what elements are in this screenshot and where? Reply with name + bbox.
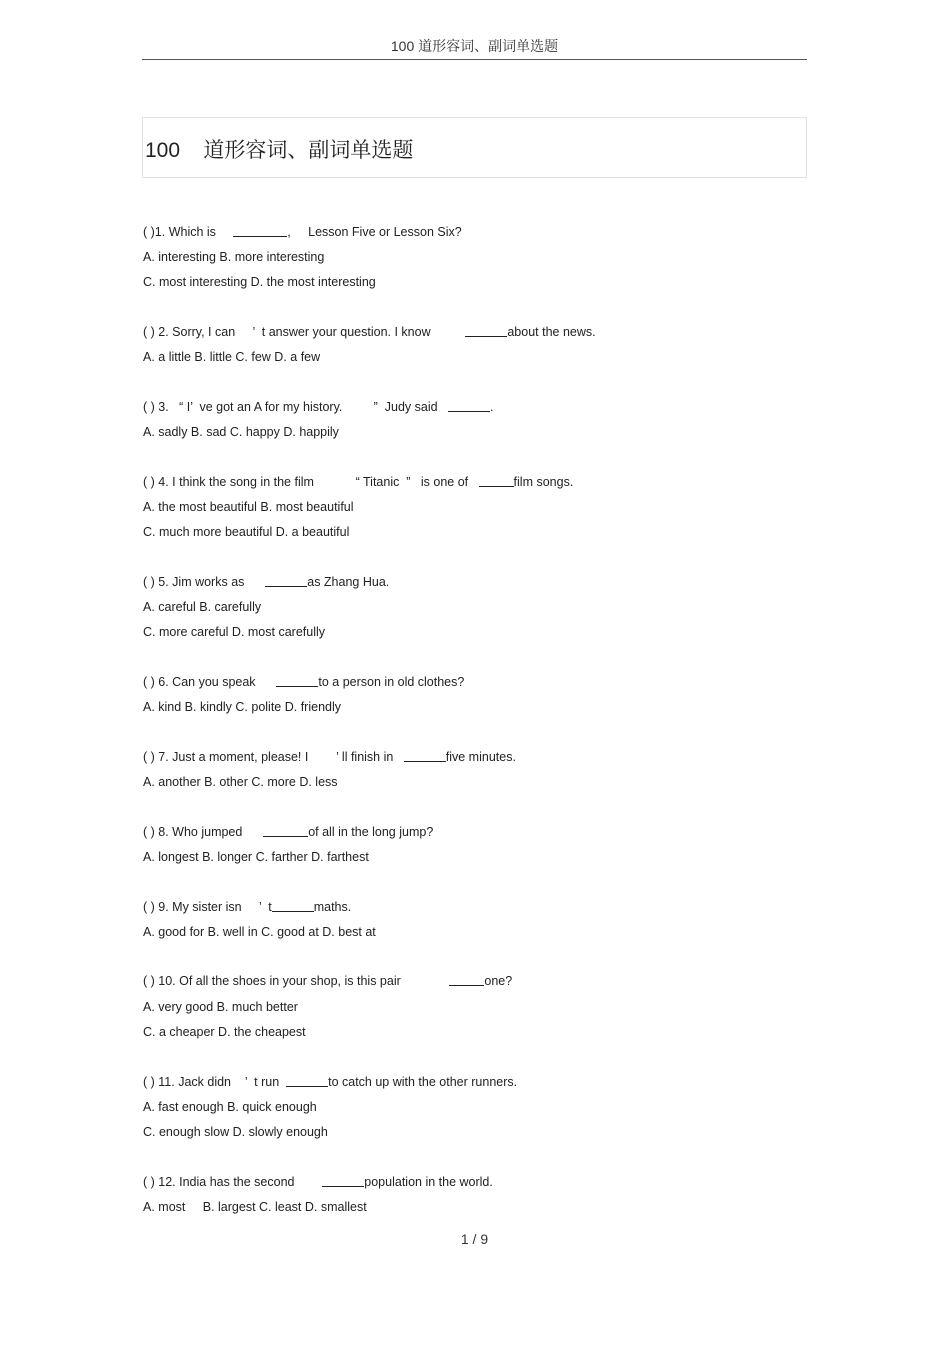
- answer-options: A. sadly B. sad C. happy D. happily: [143, 425, 339, 440]
- question-text-before-blank: ( ) 5. Jim works as: [143, 574, 266, 589]
- answer-options: C. a cheaper D. the cheapest: [143, 1024, 306, 1039]
- question-text-before-blank: ( ) 9. My sister isn ’ t: [143, 899, 272, 914]
- question-item: [143, 320, 807, 370]
- question-text: [143, 1170, 807, 1195]
- question-item: [143, 745, 807, 795]
- question-text-after-blank: five minutes.: [445, 749, 516, 764]
- question-text: [143, 969, 807, 994]
- answer-blank: [465, 323, 507, 337]
- question-text-after-blank: as Zhang Hua.: [307, 574, 390, 589]
- question-item: [143, 1170, 807, 1220]
- answer-options: A. most B. largest C. least D. smallest: [143, 1199, 367, 1214]
- running-header: 100 道形容词、副词单选题: [390, 38, 559, 54]
- answer-options: A. very good B. much better: [143, 999, 298, 1014]
- question-text-before-blank: ( ) 10. Of all the shoes in your shop, is this pair: [143, 974, 450, 989]
- question-text-before-blank: ( ) 8. Who jumped: [143, 824, 264, 839]
- question-text-before-blank: ( ) 2. Sorry, I can ’ t answer your question. I know: [143, 325, 466, 340]
- question-text-after-blank: population in the world.: [364, 1174, 493, 1189]
- question-item: [143, 969, 807, 1045]
- title-box: [142, 117, 807, 178]
- question-text: [143, 395, 807, 420]
- question-item: [143, 220, 807, 296]
- question-text-after-blank: .: [489, 399, 494, 414]
- answer-options: A. the most beautiful B. most beautiful: [143, 500, 354, 514]
- answer-options: A. interesting B. more interesting: [143, 250, 325, 265]
- question-text-before-blank: ( ) 6. Can you speak: [143, 674, 277, 689]
- answer-options: A. a little B. little C. few D. a few: [143, 350, 321, 365]
- answer-options: A. another B. other C. more D. less: [143, 775, 338, 789]
- question-text-after-blank: maths.: [313, 899, 352, 914]
- answer-options: A. careful B. carefully: [143, 600, 262, 615]
- answer-options: C. enough slow D. slowly enough: [143, 1124, 328, 1139]
- document-title: 100 道形容词、副词单选题: [145, 139, 414, 162]
- answer-blank: [233, 223, 287, 237]
- question-text-before-blank: ( ) 4. I think the song in the film “ Titanic ” is one of: [143, 474, 479, 489]
- question-item: [143, 1070, 807, 1146]
- question-text: [143, 820, 807, 845]
- question-item: [143, 820, 807, 870]
- answer-options: C. more careful D. most carefully: [143, 625, 325, 640]
- answer-blank: [265, 573, 307, 587]
- question-item: [143, 470, 807, 546]
- page-number: 1 / 9: [460, 1231, 489, 1247]
- question-text: [143, 745, 807, 770]
- question-item: [143, 670, 807, 720]
- answer-blank: [272, 898, 314, 912]
- question-text-before-blank: ( ) 11. Jack didn ’ t run: [143, 1074, 287, 1089]
- question-text: [143, 895, 807, 920]
- answer-blank: [322, 1173, 364, 1187]
- question-text: [143, 570, 807, 595]
- answer-blank: [276, 673, 318, 687]
- question-text: [143, 670, 807, 695]
- question-item: [143, 395, 807, 445]
- answer-blank: [404, 748, 446, 762]
- answer-options: C. much more beautiful D. a beautiful: [143, 525, 350, 540]
- answer-options: A. fast enough B. quick enough: [143, 1099, 317, 1114]
- question-list: [143, 220, 807, 1244]
- question-text-before-blank: ( ) 12. India has the second: [143, 1174, 323, 1189]
- question-text-after-blank: film songs.: [513, 474, 574, 489]
- answer-blank: [449, 972, 484, 986]
- question-text-before-blank: ( )1. Which is: [143, 225, 234, 239]
- question-text: [143, 1070, 807, 1095]
- question-text-before-blank: ( ) 3. “ I’ ve got an A for my history. ” Judy said: [143, 399, 448, 414]
- answer-blank: [286, 1073, 328, 1087]
- question-item: [143, 570, 807, 646]
- question-text-after-blank: about the news.: [507, 325, 596, 340]
- answer-blank: [448, 398, 490, 412]
- question-text: [143, 220, 807, 245]
- answer-options: C. most interesting D. the most interesting: [143, 275, 376, 290]
- answer-options: A. kind B. kindly C. polite D. friendly: [143, 700, 341, 715]
- question-text-before-blank: ( ) 7. Just a moment, please! I ’ ll finish in: [143, 749, 404, 764]
- answer-options: A. longest B. longer C. farther D. farthest: [143, 849, 369, 864]
- question-text-after-blank: one?: [484, 974, 513, 989]
- question-text-after-blank: of all in the long jump?: [308, 824, 434, 839]
- header-rule: [142, 59, 807, 60]
- question-text: [143, 320, 807, 345]
- question-text-after-blank: , Lesson Five or Lesson Six?: [287, 225, 462, 239]
- answer-blank: [263, 823, 308, 837]
- answer-options: A. good for B. well in C. good at D. best at: [143, 924, 376, 939]
- question-text-after-blank: to catch up with the other runners.: [328, 1074, 518, 1089]
- question-item: [143, 895, 807, 945]
- question-text: [143, 470, 807, 495]
- question-text-after-blank: to a person in old clothes?: [318, 674, 465, 689]
- answer-blank: [479, 473, 514, 487]
